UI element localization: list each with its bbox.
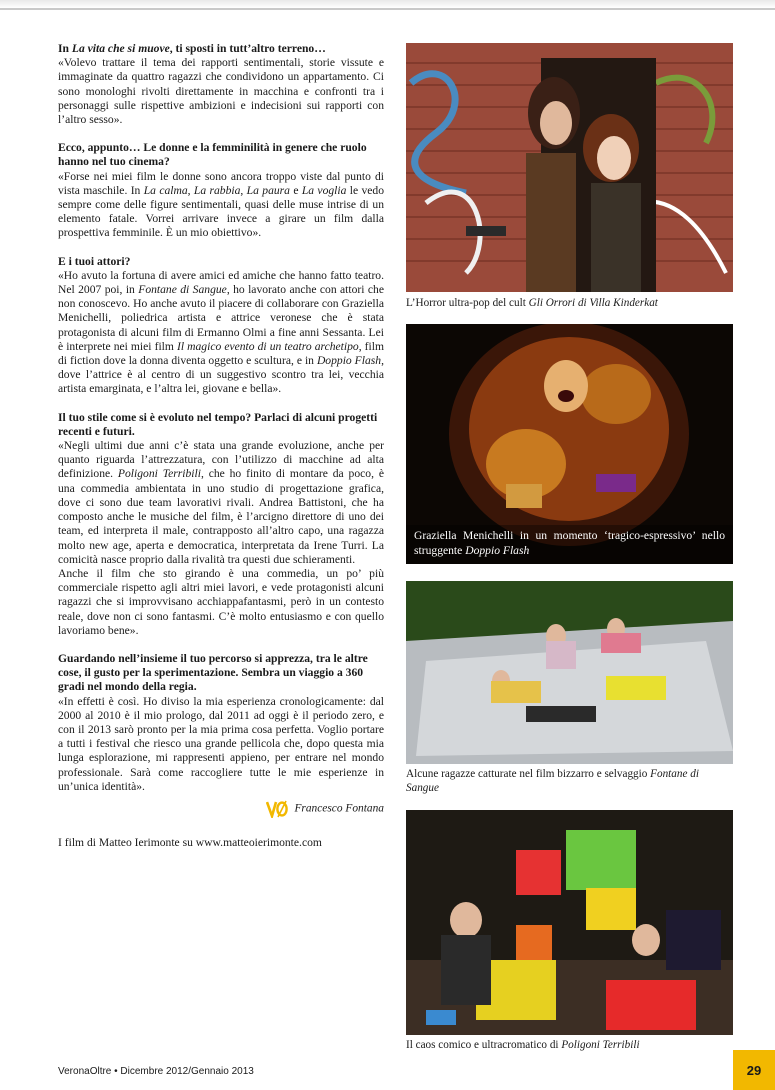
film-title: La vita che si muove	[71, 42, 170, 55]
film-title: Fontane di Sangue	[406, 768, 699, 794]
photo-caption: Alcune ragazze catturate nel film bizzarro e selvaggio Fontane di Sangue	[406, 768, 699, 794]
interview-section-3	[58, 255, 384, 397]
film-title: La rabbia	[193, 183, 241, 197]
author-signature	[58, 800, 384, 818]
film-title: Fontane di Sangue	[138, 283, 227, 297]
question: Guardando nell’insieme il tuo percorso si apprezza, tra le altre cose, il gusto per la sperimentazione. Sembra un viaggio a 360 gradi nel mondo della regia.	[58, 651, 368, 694]
photo-fontane-di-sangue	[406, 581, 733, 764]
photo-poligoni-terribili	[406, 810, 733, 1035]
film-title: La paura	[246, 183, 290, 197]
photo-caption: Il caos comico e ultracromatico di Poligoni Terribili	[406, 1039, 640, 1051]
magazine-logo-icon	[266, 800, 288, 818]
answer: «In effetti è così. Ho diviso la mia esperienza cronologicamente: dal 2000 al 2010 è il mio prologo, dal 2011 ad oggi è il periodo zero, e con il 2013 sarò pronto per la mia prima cosa perfetta. Voglio portare a tutti i festival che riesco una grande pellicola che, dopo questa mia lunga esplorazione, mi rappresenti appieno, per entrare nel mondo professionale. Sarà come raccogliere tutte le mie esperienze in un’unica identità».	[58, 694, 384, 793]
interview-column	[58, 42, 384, 850]
footer-publication: VeronaOltre • Dicembre 2012/Gennaio 2013	[58, 1066, 254, 1077]
interview-section-5	[58, 652, 384, 794]
film-title: La voglia	[301, 183, 347, 197]
answer: «Volevo trattare il tema dei rapporti sentimentali, storie vissute e immaginate da quattro ragazzi che condividono un appartamento. Ci sono monologhi rivolti direttamente in macchina e confronti tra i personaggi sulle rispettive ambizioni e indecisioni sui rapporti con l’altro sesso».	[58, 56, 384, 127]
question: Il tuo stile come si è evoluto nel tempo? Parlaci di alcuni progetti recenti e futuri.	[58, 410, 378, 438]
film-title: Doppio Flash	[316, 354, 382, 368]
interview-section-4	[58, 411, 384, 638]
photo-caption: L’Horror ultra-pop del cult Gli Orrori di Villa Kinderkat	[406, 297, 658, 309]
film-title: Poligoni Terribili	[117, 467, 201, 481]
photo-villa-kinderkat	[406, 43, 733, 292]
film-title: Il magico evento di un teatro archetipo	[176, 339, 359, 353]
top-rule	[0, 8, 775, 10]
photo-caption-overlay: Graziella Menichelli in un momento ‘tragico-espressivo’ nello struggente Doppio Flash	[406, 525, 733, 564]
film-title: La calma	[143, 183, 188, 197]
author-name: Francesco Fontana	[294, 802, 384, 815]
question: E i tuoi attori?	[58, 254, 131, 268]
film-title: Poligoni Terribili	[561, 1039, 640, 1051]
question: Ecco, appunto… Le donne e la femminilità in genere che ruolo hanno nel tuo cinema?	[58, 141, 367, 169]
interview-section-2	[58, 141, 384, 240]
top-shade	[0, 0, 775, 8]
answer: «Forse nei miei film le donne sono ancora troppo viste dal punto di vista maschile. In La calma, La rabbia, La paura e La voglia le vedo sempre come delle figure sentimentali, quasi delle muse intrise di un elemento fatale. Vorrei arrivare invece a girare un film dalla prospettiva femminile. È un mio obiettivo».	[58, 169, 385, 240]
answer: «Ho avuto la fortuna di avere amici ed amiche che hanno fatto teatro. Nel 2007 poi, in Fontane di Sangue, ho lavorato anche con attori che non conoscevo. Ho anche avuto il piacere di collaborare con Graziella Menichelli, poliedrica artista e attrice veronese che è stata protagonista di alcuni film di Ermanno Olmi a fine anni Sessanta. Lei è interprete nei miei film Il magico evento di un teatro archetipo, film di fiction dove la donna diventa oggetto e scultura, e in Doppio Flash, dove l’attrice è al centro di un suggestivo scontro tra lei, vecchia artista emarginata, e l’altra lei, giovane e bella».	[58, 268, 385, 396]
photo-doppio-flash	[406, 324, 733, 564]
film-title: Gli Orrori di Villa Kinderkat	[528, 297, 658, 309]
website-note: I film di Matteo Ierimonte su www.matteoierimonte.com	[58, 835, 322, 849]
page-number: 29	[733, 1050, 775, 1090]
answer: «Negli ultimi due anni c’è stata una grande evoluzione, anche per quanto riguarda l’attrezzatura, con l’utilizzo di macchine ad alta definizione. Poligoni Terribili, che ho finito di montare da poco, è una commedia ambientata in uno studio di progettazione grafica, dove ci sono due team lavorativi rivali. Andrea Battistoni, che ha composto anche le musiche del film, è l’arcigno direttore di uno dei team, ed interpreta il male, contrapposto all’altro capo, una ragazza molto new age, aperta e democratica, interpretata da Irene Turri. La comicità nasce proprio dalla rivalità tra questi due schieramenti. Anche il film che sto girando è una commedia, un po’ più commerciale rispetto agli altri miei lavori, e vede protagonisti alcuni ragazzi che si improvvisano acchiappafantasmi, però in un contesto reale, dove non ci sono fantasmi. C’è molto entusiasmo e con quello lavoriamo bene».	[58, 439, 384, 637]
interview-section-1	[58, 42, 384, 127]
question: In La vita che si muove, ti sposti in tutt’altro terreno…	[58, 42, 326, 55]
film-title: Doppio Flash	[465, 543, 530, 557]
